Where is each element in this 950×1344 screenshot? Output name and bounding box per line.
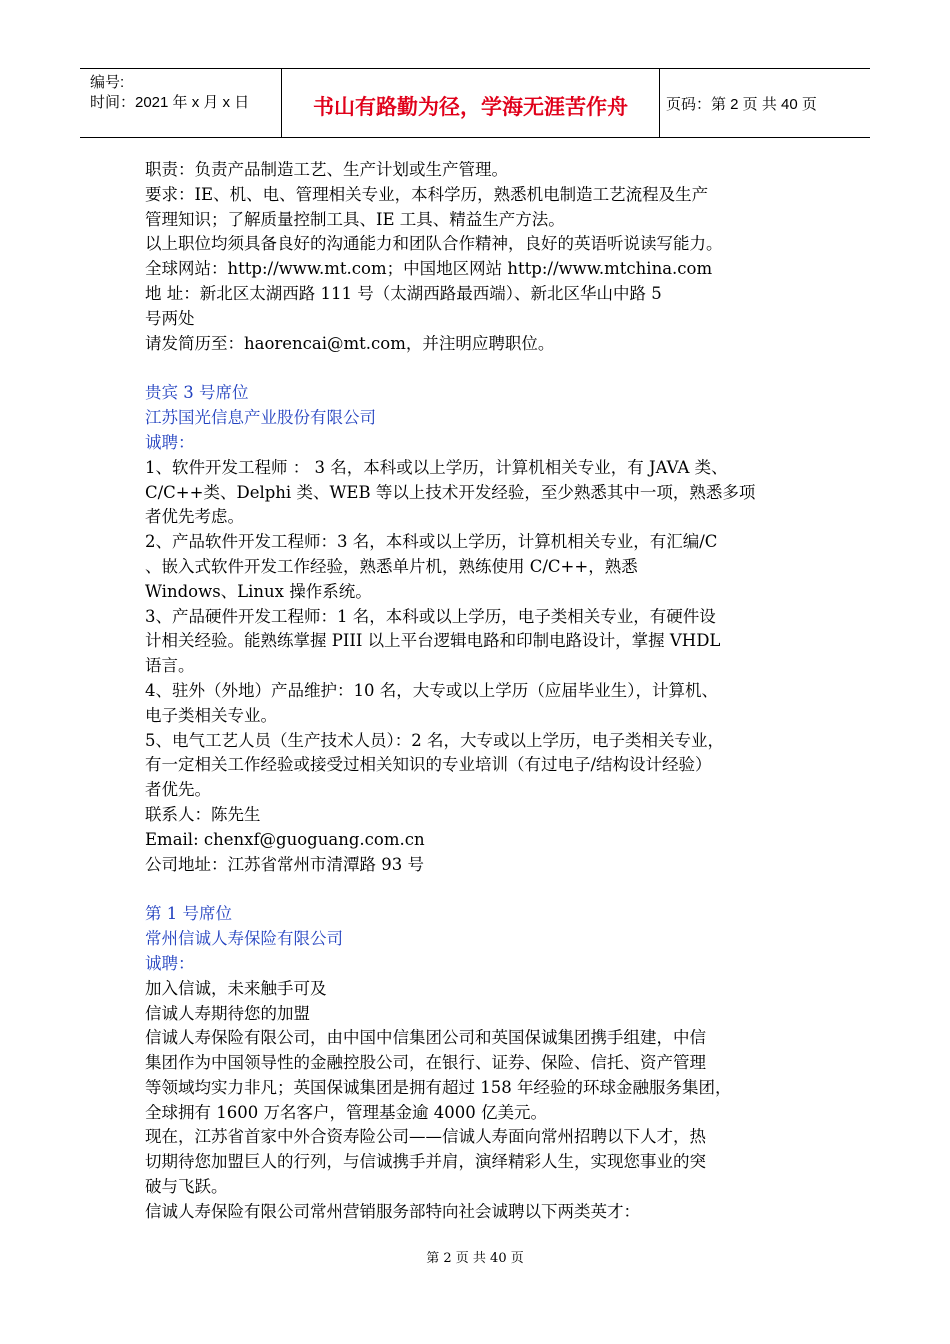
text-line: 管理知识；了解质量控制工具、IE 工具、精益生产方法。 xyxy=(145,209,565,229)
text-line: 等领域均实力非凡；英国保诚集团是拥有超过 158 年经验的环球金融服务集团， xyxy=(145,1077,732,1097)
text-line: 以上职位均须具备良好的沟通能力和团队合作精神，良好的英语听说读写能力。 xyxy=(145,234,723,254)
hiring-label: 诚聘： xyxy=(145,432,195,452)
header-motto-cell xyxy=(282,69,660,137)
text-line: 全球网站：http://www.mt.com；中国地区网站 http://www.mtchina.com xyxy=(145,259,713,279)
document-body xyxy=(145,158,825,1225)
doc-time: 时间：2021 年 x 月 x 日 xyxy=(90,94,250,111)
text-line: 5、电气工艺人员（生产技术人员）：2 名，大专或以上学历，电子类相关专业， xyxy=(145,730,724,750)
text-line: 职责：负责产品制造工艺、生产计划或生产管理。 xyxy=(145,160,508,179)
booth-heading: 第 1 号席位 xyxy=(145,904,232,924)
text-line: 信诚人寿保险有限公司常州营销服务部特向社会诚聘以下两类英才： xyxy=(145,1201,640,1221)
text-line: 者优先。 xyxy=(145,780,211,800)
text-line: 加入信诚，未来触手可及 xyxy=(145,978,327,998)
hiring-label: 诚聘： xyxy=(145,953,195,973)
text-line: 、嵌入式软件开发工作经验，熟悉单片机，熟练使用 C/C++，熟悉 xyxy=(145,556,638,576)
company-name: 常州信诚人寿保险有限公司 xyxy=(145,929,343,949)
company-address: 公司地址：江苏省常州市清潭路 93 号 xyxy=(145,854,424,874)
header-meta xyxy=(80,69,282,137)
text-line: 号两处 xyxy=(145,308,195,328)
section-job-requirements xyxy=(145,158,825,356)
text-line: 集团作为中国领导性的金融控股公司，在银行、证券、保险、信托、资产管理 xyxy=(145,1053,706,1073)
page-header xyxy=(80,68,870,138)
text-line: 信诚人寿期待您的加盟 xyxy=(145,1003,310,1023)
text-line: 破与飞跃。 xyxy=(145,1177,228,1197)
text-line: 者优先考虑。 xyxy=(145,507,244,527)
section-citic-prudential xyxy=(145,902,825,1224)
text-line: 全球拥有 1600 万名客户，管理基金逾 4000 亿美元。 xyxy=(145,1102,547,1122)
header-motto: 书山有路勤为径，学海无涯苦作舟 xyxy=(313,95,628,119)
company-name: 江苏国光信息产业股份有限公司 xyxy=(145,408,376,428)
booth-heading: 贵宾 3 号席位 xyxy=(145,383,249,403)
text-line: 请发简历至：haorencai@mt.com，并注明应聘职位。 xyxy=(145,333,555,353)
text-line: 4、驻外（外地）产品维护：10 名，大专或以上学历（应届毕业生），计算机、 xyxy=(145,680,718,700)
text-line: 现在，江苏省首家中外合资寿险公司——信诚人寿面向常州招聘以下人才，热 xyxy=(145,1127,706,1147)
text-line: 信诚人寿保险有限公司，由中国中信集团公司和英国保诚集团携手组建，中信 xyxy=(145,1028,706,1048)
contact-person: 联系人：陈先生 xyxy=(145,804,261,824)
text-line: 电子类相关专业。 xyxy=(145,705,277,725)
doc-code: 编号: xyxy=(90,74,125,91)
text-line: Windows、Linux 操作系统。 xyxy=(145,581,372,601)
section-guoguang xyxy=(145,381,825,877)
text-line: 1、软件开发工程师 ： 3 名，本科或以上学历，计算机相关专业，有 JAVA 类、 xyxy=(145,457,728,477)
text-line: C/C++类、Delphi 类、WEB 等以上技术开发经验，至少熟悉其中一项，熟悉多项 xyxy=(145,482,756,502)
text-line: 3、产品硬件开发工程师：1 名，本科或以上学历，电子类相关专业，有硬件设 xyxy=(145,606,716,626)
header-page-info: 页码：第 2 页 共 40 页 xyxy=(666,96,817,113)
contact-email: Email: chenxf@guoguang.com.cn xyxy=(145,829,425,849)
text-line: 要求：IE、机、电、管理相关专业，本科学历，熟悉机电制造工艺流程及生产 xyxy=(145,184,709,204)
text-line: 有一定相关工作经验或接受过相关知识的专业培训（有过电子/结构设计经验） xyxy=(145,755,712,775)
page-footer: 第 2 页 共 40 页 xyxy=(426,1251,524,1266)
text-line: 地 址：新北区太湖西路 111 号（太湖西路最西端）、新北区华山中路 5 xyxy=(145,283,662,303)
text-line: 计相关经验。能熟练掌握 PIII 以上平台逻辑电路和印制电路设计，掌握 VHDL xyxy=(145,631,721,651)
text-line: 2、产品软件开发工程师：3 名，本科或以上学历，计算机相关专业，有汇编/C xyxy=(145,532,718,552)
text-line: 语言。 xyxy=(145,656,195,676)
text-line: 切期待您加盟巨人的行列，与信诚携手并肩，演绎精彩人生，实现您事业的突 xyxy=(145,1152,706,1172)
